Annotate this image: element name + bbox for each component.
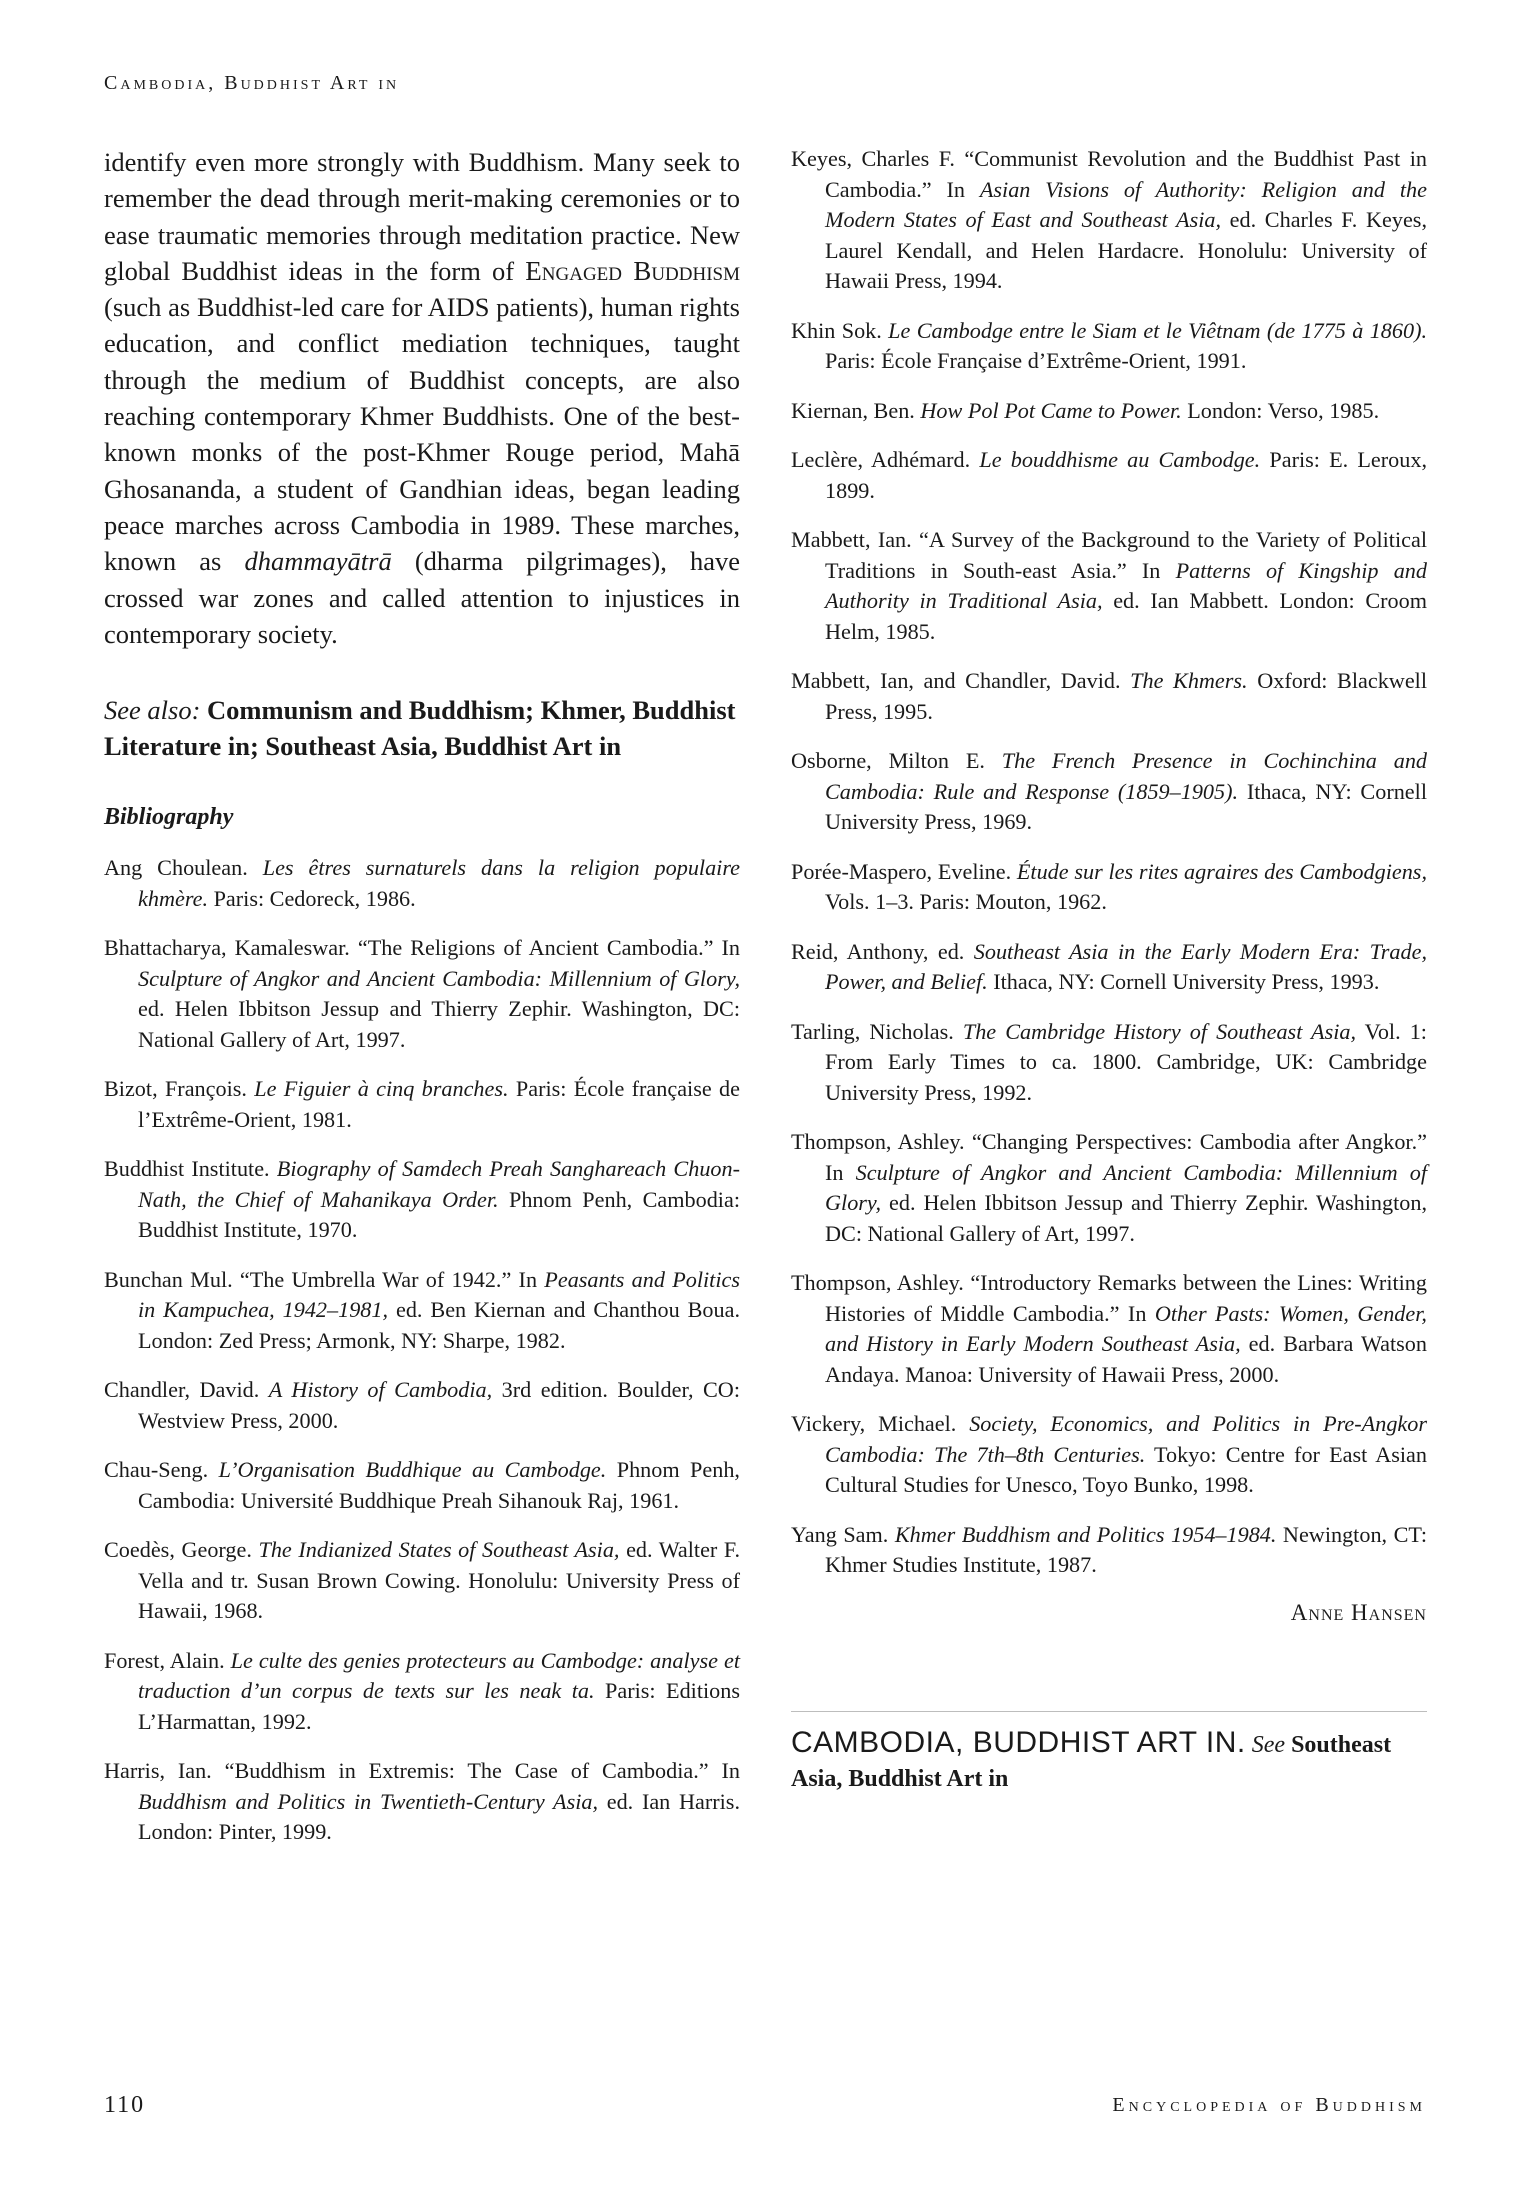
bibliography-entry bbox=[791, 316, 1427, 377]
page-number: 110 bbox=[104, 2092, 146, 2118]
bib-title: Le culte des genies protecteurs au Cambodge: analyse et traduction d’un corpus de texts sur les neak ta. bbox=[138, 1647, 740, 1704]
bib-title: The Indianized States of Southeast Asia, bbox=[258, 1537, 620, 1563]
bibliography-entry bbox=[104, 1756, 740, 1848]
bib-author: Reid, Anthony, ed. bbox=[791, 938, 974, 964]
bib-publication: ed. Helen Ibbitson Jessup and Thierry Zephir. Washington, DC: National Gallery of Art, 1997. bbox=[825, 1190, 1427, 1246]
bibliography-entry bbox=[791, 666, 1427, 727]
bibliography-entry bbox=[104, 853, 740, 914]
bib-publication: Paris: École Française d’Extrême-Orient, 1991. bbox=[825, 348, 1247, 373]
bib-publication: ed. Charles F. Keyes, Laurel Kendall, and Helen Hardacre. Honolulu: University of Hawaii Press, 1994. bbox=[825, 207, 1427, 293]
bibliography-entry bbox=[104, 1646, 740, 1738]
bibliography-entry bbox=[104, 1074, 740, 1135]
bib-author: Mabbett, Ian, and Chandler, David. bbox=[791, 668, 1131, 693]
bib-author: Thompson, Ashley. “Introductory Remarks between the Lines: Writing Histories of Middle Cambodia.” In bbox=[791, 1270, 1427, 1326]
bib-publication: ed. Ian Harris. London: Pinter, 1999. bbox=[138, 1788, 740, 1845]
bibliography-entry bbox=[791, 525, 1427, 647]
bib-title: The Khmers. bbox=[1130, 668, 1248, 693]
bib-publication: Vol. 1: From Early Times to ca. 1800. Cambridge, UK: Cambridge University Press, 1992. bbox=[825, 1018, 1427, 1105]
bibliography-entry bbox=[791, 1017, 1427, 1109]
bib-author: Forest, Alain. bbox=[104, 1647, 231, 1673]
bibliography-entry bbox=[791, 1409, 1427, 1501]
bib-title: Le bouddhisme au Cambodge. bbox=[979, 447, 1261, 472]
bib-title: A History of Cambodia, bbox=[268, 1377, 493, 1403]
see-also-refs[interactable]: Communism and Buddhism; Khmer, Buddhist Literature in; Southeast Asia, Buddhist Art in bbox=[104, 695, 736, 762]
see-also-label: See also: bbox=[104, 695, 201, 726]
bib-title: Peasants and Politics in Kampuchea, 1942–1981, bbox=[138, 1266, 740, 1323]
bib-author: Buddhist Institute. bbox=[104, 1156, 277, 1182]
bib-publication: Ithaca, NY: Cornell University Press, 1993. bbox=[987, 969, 1380, 994]
bib-publication: Ithaca, NY: Cornell University Press, 1969. bbox=[825, 778, 1427, 834]
bib-publication: Phnom Penh, Cambodia: Université Buddhique Preah Sihanouk Raj, 1961. bbox=[138, 1457, 740, 1513]
bib-title: Asian Visions of Authority: Religion and the Modern States of East and Southeast Asia, bbox=[825, 176, 1427, 232]
bibliography-entry bbox=[791, 445, 1427, 506]
bib-title: Other Pasts: Women, Gender, and History in Early Modern Southeast Asia, bbox=[825, 1300, 1427, 1356]
bibliography-entry bbox=[104, 1265, 740, 1357]
bib-publication: Phnom Penh, Cambodia: Buddhist Institute, 1970. bbox=[138, 1186, 740, 1243]
bib-title: Sculpture of Angkor and Ancient Cambodia: Millennium of Glory, bbox=[138, 965, 740, 991]
engaged-buddhism-link[interactable]: Engaged Buddhism bbox=[525, 255, 740, 286]
body-text-a: identify even more strongly with Buddhism. Many seek to remember the dead through merit-making ceremonies or to ease traumatic memories through meditation practice. New global Buddhist ideas in the form of bbox=[104, 147, 740, 286]
bib-author: Keyes, Charles F. “Communist Revolution and the Buddhist Past in Cambodia.” In bbox=[791, 146, 1427, 202]
bibliography-entry bbox=[791, 937, 1427, 998]
bib-author: Khin Sok. bbox=[791, 317, 889, 343]
bib-title: Le Cambodge entre le Siam et le Viêtnam (de 1775 à 1860). bbox=[888, 317, 1428, 343]
bib-title: Buddhism and Politics in Twentieth-Century Asia, bbox=[138, 1788, 599, 1814]
bib-author: Mabbett, Ian. “A Survey of the Background to the Variety of Political Traditions in South-east Asia.” In bbox=[791, 527, 1427, 583]
bib-title: The Cambridge History of Southeast Asia, bbox=[962, 1018, 1357, 1044]
bib-author: Vickery, Michael. bbox=[791, 1411, 970, 1436]
author-signature: Anne Hansen bbox=[1290, 1599, 1427, 1625]
bibliography-list-left bbox=[104, 853, 740, 1848]
bib-title: The French Presence in Cochinchina and Cambodia: Rule and Response (1859–1905). bbox=[825, 748, 1428, 804]
bib-title: L’Organisation Buddhique au Cambodge. bbox=[218, 1457, 607, 1483]
bib-publication: Paris: E. Leroux, 1899. bbox=[825, 447, 1427, 503]
bibliography-entry bbox=[104, 933, 740, 1055]
body-text-c: (dharma pilgrimages), have crossed war zones and called attention to injustices in contemporary society. bbox=[104, 546, 741, 649]
bibliography-entry bbox=[791, 857, 1427, 918]
bib-author: Harris, Ian. “Buddhism in Extremis: The Case of Cambodia.” In bbox=[104, 1758, 740, 1784]
bib-author: Thompson, Ashley. “Changing Perspectives: Cambodia after Angkor.” In bbox=[791, 1129, 1427, 1185]
bib-publication: 3rd edition. Boulder, CO: Westview Press, 2000. bbox=[138, 1377, 740, 1433]
bib-publication: ed. Barbara Watson Andaya. Manoa: University of Hawaii Press, 2000. bbox=[825, 1331, 1427, 1387]
bib-title: Les êtres surnaturels dans la religion populaire khmère. bbox=[138, 855, 740, 911]
bib-publication: ed. Walter F. Vella and tr. Susan Brown Cowing. Honolulu: University Press of Hawaii, 1968. bbox=[138, 1537, 741, 1624]
bibliography-entry bbox=[791, 1127, 1427, 1249]
bib-author: Bizot, François. bbox=[104, 1076, 255, 1102]
right-column bbox=[791, 144, 1427, 1796]
bib-publication: Paris: Cedoreck, 1986. bbox=[208, 885, 416, 911]
bib-title: Sculpture of Angkor and Ancient Cambodia: Millennium of Glory, bbox=[825, 1159, 1427, 1215]
book-title: Encyclopedia of Buddhism bbox=[1112, 2094, 1426, 2116]
bib-title: Khmer Buddhism and Politics 1954–1984. bbox=[894, 1521, 1277, 1547]
bib-publication: ed. Ben Kiernan and Chanthou Boua. London: Zed Press; Armonk, NY: Sharpe, 1982. bbox=[138, 1297, 740, 1353]
bib-author: Tarling, Nicholas. bbox=[791, 1018, 963, 1044]
bib-publication: Paris: École française de l’Extrême-Orient, 1981. bbox=[138, 1076, 740, 1132]
bibliography-entry bbox=[791, 1520, 1427, 1581]
bib-author: Coedès, George. bbox=[104, 1537, 259, 1563]
bibliography-entry bbox=[104, 1375, 740, 1436]
bib-publication: ed. Ian Mabbett. London: Croom Helm, 1985. bbox=[825, 588, 1427, 644]
cross-reference-entry bbox=[791, 1711, 1427, 1796]
bib-title: Society, Economics, and Politics in Pre-Angkor Cambodia: The 7th–8th Centuries. bbox=[825, 1411, 1427, 1467]
bib-publication: Newington, CT: Khmer Studies Institute, 1987. bbox=[825, 1521, 1427, 1577]
bib-author: Bhattacharya, Kamaleswar. “The Religions of Ancient Cambodia.” In bbox=[104, 935, 740, 961]
bib-title: Biography of Samdech Preah Sanghareach Chuon-Nath, the Chief of Mahanikaya Order. bbox=[138, 1156, 740, 1212]
entry-term: CAMBODIA, BUDDHIST ART IN. bbox=[791, 1725, 1246, 1759]
bib-author: Chandler, David. bbox=[104, 1377, 269, 1403]
bibliography-entry bbox=[791, 144, 1427, 297]
bib-author: Osborne, Milton E. bbox=[791, 748, 1002, 773]
bib-title: Southeast Asia in the Early Modern Era: Trade, Power, and Belief. bbox=[825, 938, 1427, 994]
bib-title: Étude sur les rites agraires des Cambodgiens, bbox=[1016, 858, 1427, 884]
bibliography-entry bbox=[791, 1268, 1427, 1390]
bib-publication: London: Verso, 1985. bbox=[1181, 397, 1380, 423]
cross-reference-link[interactable]: Southeast Asia, Buddhist Art in bbox=[791, 1731, 1392, 1792]
bib-author: Yang Sam. bbox=[791, 1521, 895, 1547]
bib-author: Ang Choulean. bbox=[104, 855, 263, 881]
bib-publication: Oxford: Blackwell Press, 1995. bbox=[825, 668, 1427, 724]
bib-title: Le Figuier à cinq branches. bbox=[254, 1076, 509, 1102]
see-also bbox=[104, 692, 740, 764]
running-head: Cambodia, Buddhist Art in bbox=[104, 72, 400, 94]
bibliography-list-right bbox=[791, 144, 1427, 1581]
body-text-b: (such as Buddhist-led care for AIDS patients), human rights education, and conflict mediation techniques, taught through the medium of Buddhist concepts, are also reaching contemporary Khmer Buddhists. One of the best-known monks of the post-Khmer Rouge period, Mahā Ghosananda, a student of Gandhian ideas, began leading peace marches across Cambodia in 1989. These marches, known as bbox=[104, 292, 740, 577]
see-label: See bbox=[1251, 1731, 1286, 1758]
bib-author: Chau-Seng. bbox=[104, 1457, 219, 1483]
bib-author: Kiernan, Ben. bbox=[791, 397, 921, 423]
left-column bbox=[104, 144, 740, 1867]
bib-publication: Vols. 1–3. Paris: Mouton, 1962. bbox=[825, 889, 1107, 914]
bib-author: Bunchan Mul. “The Umbrella War of 1942.” In bbox=[104, 1266, 545, 1292]
bibliography-entry bbox=[104, 1154, 740, 1246]
bibliography-entry bbox=[104, 1455, 740, 1516]
bibliography-entry bbox=[791, 396, 1427, 427]
bib-publication: Paris: Editions L’Harmattan, 1992. bbox=[138, 1678, 740, 1734]
bib-publication: ed. Helen Ibbitson Jessup and Thierry Zephir. Washington, DC: National Gallery of Art, 1997. bbox=[138, 996, 740, 1052]
body-paragraph bbox=[104, 144, 740, 652]
bib-title: How Pol Pot Came to Power. bbox=[920, 397, 1182, 423]
bibliography-heading: Bibliography bbox=[104, 804, 234, 831]
dhammayatra-term: dhammayātrā bbox=[244, 546, 392, 577]
bib-author: Porée-Maspero, Eveline. bbox=[791, 858, 1017, 884]
bib-publication: Tokyo: Centre for East Asian Cultural Studies for Unesco, Toyo Bunko, 1998. bbox=[825, 1441, 1427, 1497]
bib-title: Patterns of Kingship and Authority in Traditional Asia, bbox=[825, 557, 1427, 613]
bibliography-entry bbox=[791, 746, 1427, 838]
bib-author: Leclère, Adhémard. bbox=[791, 447, 980, 472]
bibliography-entry bbox=[104, 1535, 740, 1627]
